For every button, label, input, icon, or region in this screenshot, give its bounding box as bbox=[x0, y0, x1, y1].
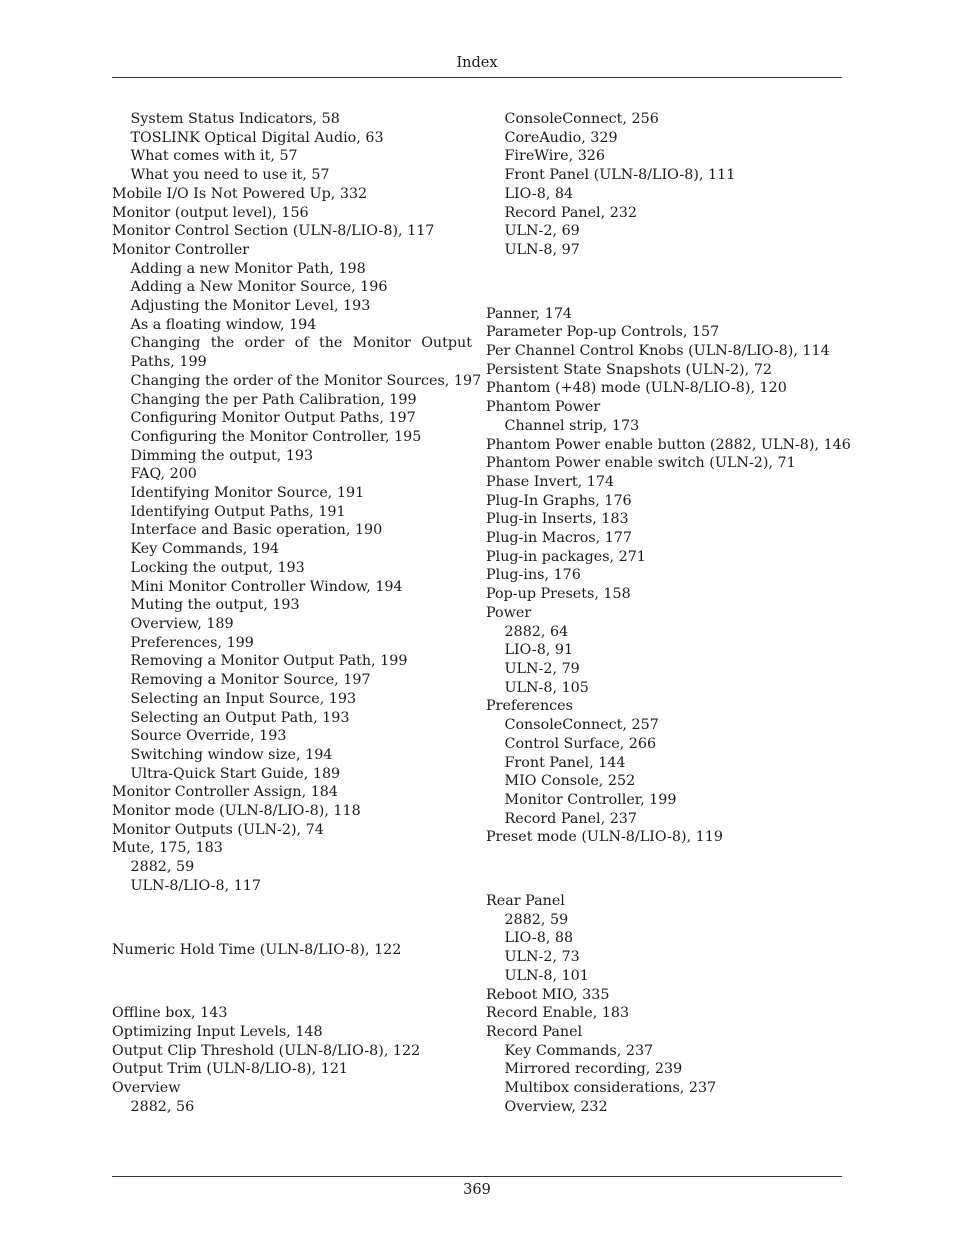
index-subentry: Changing the order of the Monitor Sources, 197 bbox=[130, 372, 482, 389]
index-subentry: 2882, 56 bbox=[130, 1098, 195, 1115]
index-entry: Pop-up Presets, 158 bbox=[486, 586, 631, 603]
index-entry: Monitor mode (ULN-8/LIO-8), 118 bbox=[112, 803, 361, 820]
index-subentry: Changing the per Path Calibration, 199 bbox=[130, 391, 417, 408]
index-entry: Plug-in Inserts, 183 bbox=[486, 511, 629, 528]
index-subentry: Locking the output, 193 bbox=[130, 559, 305, 576]
index-subentry: Adjusting the Monitor Level, 193 bbox=[130, 298, 371, 315]
index-subentry: ULN-2, 69 bbox=[504, 223, 580, 240]
index-entry: Phantom (+48) mode (ULN-8/LIO-8), 120 bbox=[486, 380, 787, 397]
letter-group-gap bbox=[486, 260, 842, 305]
index-subentry: TOSLINK Optical Digital Audio, 63 bbox=[130, 129, 384, 146]
index-subentry: Changing the order of the Monitor Output Paths, 199 bbox=[130, 335, 472, 371]
index-subentry: Overview, 232 bbox=[504, 1098, 608, 1115]
index-subentry: ULN-8, 101 bbox=[504, 967, 589, 984]
running-header: Index bbox=[456, 55, 498, 71]
index-subentry: FireWire, 326 bbox=[504, 148, 605, 165]
index-subentry: Adding a new Monitor Path, 198 bbox=[130, 260, 366, 277]
index-subentry: Muting the output, 193 bbox=[130, 597, 300, 614]
index-entry: Monitor Controller Assign, 184 bbox=[112, 784, 338, 801]
index-subentry: As a floating window, 194 bbox=[130, 316, 317, 333]
footer-rule bbox=[112, 1176, 842, 1177]
index-subentry: Monitor Controller, 199 bbox=[504, 791, 677, 808]
index-subentry: What you need to use it, 57 bbox=[130, 167, 330, 184]
index-subentry: ULN-8, 97 bbox=[504, 241, 580, 258]
index-subentry: 2882, 59 bbox=[130, 859, 195, 876]
index-subentry: Switching window size, 194 bbox=[130, 746, 333, 763]
index-subentry: ConsoleConnect, 257 bbox=[504, 717, 659, 734]
index-subentry: Preferences, 199 bbox=[130, 634, 254, 651]
index-subentry: 2882, 59 bbox=[504, 911, 569, 928]
index-subentry: Configuring the Monitor Controller, 195 bbox=[130, 428, 422, 445]
index-entry: Numeric Hold Time (ULN-8/LIO-8), 122 bbox=[112, 941, 402, 958]
index-entry: Plug-in Macros, 177 bbox=[486, 530, 633, 547]
index-entry: Reboot MIO, 335 bbox=[486, 986, 610, 1003]
index-subentry: Dimming the output, 193 bbox=[130, 447, 314, 464]
index-entry: Mute, 175, 183 bbox=[112, 840, 223, 857]
index-subentry: LIO-8, 91 bbox=[504, 642, 574, 659]
index-subentry: Multibox considerations, 237 bbox=[504, 1080, 717, 1097]
header-rule bbox=[112, 77, 842, 78]
index-entry: Monitor Controller bbox=[112, 241, 250, 258]
index-subentry: MIO Console, 252 bbox=[504, 773, 636, 790]
index-subentry: Removing a Monitor Source, 197 bbox=[130, 672, 371, 689]
index-subentry: ConsoleConnect, 256 bbox=[504, 111, 659, 127]
index-entry: Parameter Pop-up Controls, 157 bbox=[486, 324, 720, 341]
index-subentry: Interface and Basic operation, 190 bbox=[130, 522, 383, 539]
index-column-right bbox=[486, 110, 851, 1116]
index-subentry: Front Panel (ULN-8/LIO-8), 111 bbox=[504, 167, 736, 184]
index-subentry: Selecting an Output Path, 193 bbox=[130, 709, 350, 726]
index-column-left bbox=[112, 110, 482, 1116]
index-entry: Monitor Control Section (ULN-8/LIO-8), 117 bbox=[112, 223, 435, 240]
index-subentry: Overview, 189 bbox=[130, 615, 234, 632]
index-entry: Monitor Outputs (ULN-2), 74 bbox=[112, 821, 324, 838]
index-subentry: ULN-2, 73 bbox=[504, 949, 580, 966]
index-entry: Rear Panel bbox=[486, 893, 565, 910]
index-subentry: System Status Indicators, 58 bbox=[130, 111, 340, 127]
index-entry: Record Panel bbox=[486, 1023, 583, 1040]
index-entry: Record Enable, 183 bbox=[486, 1005, 630, 1022]
index-subentry: Mirrored recording, 239 bbox=[504, 1061, 683, 1078]
letter-group-gap bbox=[486, 847, 842, 892]
index-subentry: Channel strip, 173 bbox=[504, 417, 640, 434]
index-entry: Power bbox=[486, 604, 532, 621]
index-entry: Optimizing Input Levels, 148 bbox=[112, 1023, 323, 1040]
index-subentry: ULN-8, 105 bbox=[504, 679, 589, 696]
index-subentry: LIO-8, 84 bbox=[504, 185, 574, 202]
index-entry: Persistent State Snapshots (ULN-2), 72 bbox=[486, 361, 772, 378]
index-subentry: Key Commands, 237 bbox=[504, 1042, 654, 1059]
index-entry: Mobile I/O Is Not Powered Up, 332 bbox=[112, 185, 368, 202]
index-entry: Phase Invert, 174 bbox=[486, 473, 615, 490]
index-entry: Monitor (output level), 156 bbox=[112, 204, 309, 221]
index-entry: Phantom Power enable button (2882, ULN-8), 146 bbox=[486, 436, 851, 453]
index-subentry: Selecting an Input Source, 193 bbox=[130, 690, 357, 707]
index-subentry: Identifying Output Paths, 191 bbox=[130, 503, 346, 520]
index-subentry: ULN-8/LIO-8, 117 bbox=[130, 877, 261, 894]
index-entry: Overview bbox=[112, 1080, 181, 1097]
index-subentry: Source Override, 193 bbox=[130, 728, 287, 745]
index-subentry: Record Panel, 232 bbox=[504, 204, 637, 221]
index-entry: Preset mode (ULN-8/LIO-8), 119 bbox=[486, 829, 723, 846]
index-entry: Offline box, 143 bbox=[112, 1005, 228, 1022]
index-subentry: What comes with it, 57 bbox=[130, 148, 298, 165]
index-entry: Plug-in packages, 271 bbox=[486, 548, 646, 565]
letter-group-gap bbox=[112, 896, 472, 941]
index-entry: Preferences bbox=[486, 698, 573, 715]
index-subentry: FAQ, 200 bbox=[130, 466, 197, 483]
index-subentry: Record Panel, 237 bbox=[504, 810, 637, 827]
index-entry: Phantom Power bbox=[486, 399, 601, 416]
index-subentry: Key Commands, 194 bbox=[130, 541, 280, 558]
index-subentry: Ultra-Quick Start Guide, 189 bbox=[130, 765, 341, 782]
index-entry: Output Trim (ULN-8/LIO-8), 121 bbox=[112, 1061, 349, 1078]
index-subentry: Mini Monitor Controller Window, 194 bbox=[130, 578, 403, 595]
page-number: 369 bbox=[463, 1182, 491, 1198]
index-subentry: 2882, 64 bbox=[504, 623, 569, 640]
index-subentry: Removing a Monitor Output Path, 199 bbox=[130, 653, 408, 670]
index-subentry: Identifying Monitor Source, 191 bbox=[130, 485, 365, 502]
index-subentry: ULN-2, 79 bbox=[504, 660, 580, 677]
index-entry: Phantom Power enable switch (ULN-2), 71 bbox=[486, 455, 796, 472]
index-entry: Plug-In Graphs, 176 bbox=[486, 492, 632, 509]
index-subentry: Adding a New Monitor Source, 196 bbox=[130, 279, 388, 296]
index-subentry: Control Surface, 266 bbox=[504, 735, 657, 752]
index-entry: Output Clip Threshold (ULN-8/LIO-8), 122 bbox=[112, 1042, 421, 1059]
index-entry: Per Channel Control Knobs (ULN-8/LIO-8), 114 bbox=[486, 343, 830, 360]
index-entry: Panner, 174 bbox=[486, 305, 573, 322]
index-entry: Plug-ins, 176 bbox=[486, 567, 581, 584]
index-subentry: LIO-8, 88 bbox=[504, 930, 574, 947]
index-subentry: Front Panel, 144 bbox=[504, 754, 626, 771]
letter-group-gap bbox=[112, 959, 472, 1004]
index-subentry: Configuring Monitor Output Paths, 197 bbox=[130, 410, 416, 427]
index-subentry: CoreAudio, 329 bbox=[504, 129, 618, 146]
